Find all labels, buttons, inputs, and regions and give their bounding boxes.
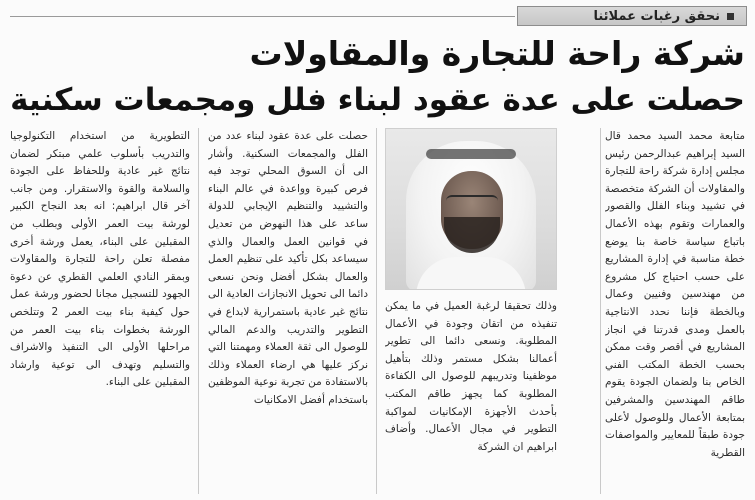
- section-kicker-bar: [517, 6, 747, 26]
- column-divider: [198, 128, 199, 494]
- headline-line-2: حصلت على عدة عقود لبناء فلل ومجمعات سكنية: [10, 82, 745, 118]
- portrait-photo: [385, 128, 557, 290]
- article-column-1: متابعة محمد السيد محمد قال السيد إبراهيم عبدالرحمن رئيس مجلس إدارة شركة راحة للتجارة والمقاولات أن الشركة متخصصة في تشييد وبناء الفلل والقصور والعمارات وتقوم بهذه الأعمال باتباع سياسة خاصة بنا يوضع خطة مناسبة في إدارة المشاريع على حسب احتياج كل مشروع من مهندسين وفنيين وعمال وبالخطة فإننا نحدد الانتاجية بالعمل ومدى قدرتنا في انجاز المشاريع في أقصر وقت ممكن بحسب الخطة المكتب الفني الخاص بنا ولضمان الجودة يقوم طاقم المهندسين والمشرفين بمتابعة الأعمال وللوصول لأعلى جودة طبقاً للمعايير والمواصفات القطرية: [605, 130, 745, 459]
- article-column-2: وذلك تحقيقا لرغبة العميل في ما يمكن تنفيذه من اتقان وجودة في الأعمال المطلوبة. ونسعى دائما الى تطوير أعمالنا بشكل مستمر وذلك بتأهيل موظفينا وتدريبهم للوصول الى الكفاءة المطلوبة كما يجهز طاقم المكتب بأحدث الأجهزة الإمكانيات لمواكبة التطوير في مجال الأعمال. وأضاف ابراهيم ان الشركة: [385, 300, 557, 453]
- photo-agal: [426, 149, 516, 159]
- column-divider: [376, 128, 377, 494]
- article-column-4: التطويرية من استخدام التكنولوجيا والتدريب بأسلوب علمي مبتكر لضمان نتائج غير عادية وللحفاظ على الجودة والسلامة والقوة والاستقرار. ومن جانب آخر قال ابراهيم: انه بعد النجاح الكبير لورشة بيت العمر الأولى وبطلب من المقبلين على البناء، يعمل ورشة أخرى مفصلة تعلن راحة للتجارة والمقاولات وبمقر النادي العلمي القطري عن دعوة الجهود للتسجيل مجانا لحضور ورشة عمل حول كيفية بناء بيت العمر 2 وتتلخص الورشة بخطوات بناء بيت العمر من مراحلها الأولى الى التنفيذ والاشراف والتسليم وتهدف الى توعية وارشاد المقبلين على البناء.: [10, 130, 190, 389]
- column-divider: [600, 128, 601, 494]
- article-column-3: حصلت على عدة عقود لبناء عدد من الفلل والمجمعات السكنية. وأشار الى أن السوق المحلي توجد فيه فرص كبيرة وواعدة في عالم البناء والتشييد والتنظيم الإيجابي للدولة ساعد على هذا النهوض من تعديل في قوانين العمل والعمال والذي سيساعد بكل تأكيد على تنظيم العمل والعمال بشكل أفضل ونحن نسعى دائما الى تحويل الانجازات العادية الى نتائج غير عادية باستمرارية لابداع في التطوير والتدريب والدعم المالي للوصول الى ثقة العملاء ومهمتنا التي نركز عليها هي ارضاء العملاء وذلك بالاستفادة من تجربة نوعية الموظفين باستخدام أفضل الامكانيات: [208, 130, 368, 406]
- photo-glasses: [446, 195, 498, 209]
- kicker-bullet-icon: [727, 13, 734, 20]
- section-kicker: نحقق رغبات عملائنا: [593, 8, 720, 24]
- header-rule: [10, 16, 515, 17]
- headline-line-1: شركة راحة للتجارة والمقاولات: [249, 34, 745, 73]
